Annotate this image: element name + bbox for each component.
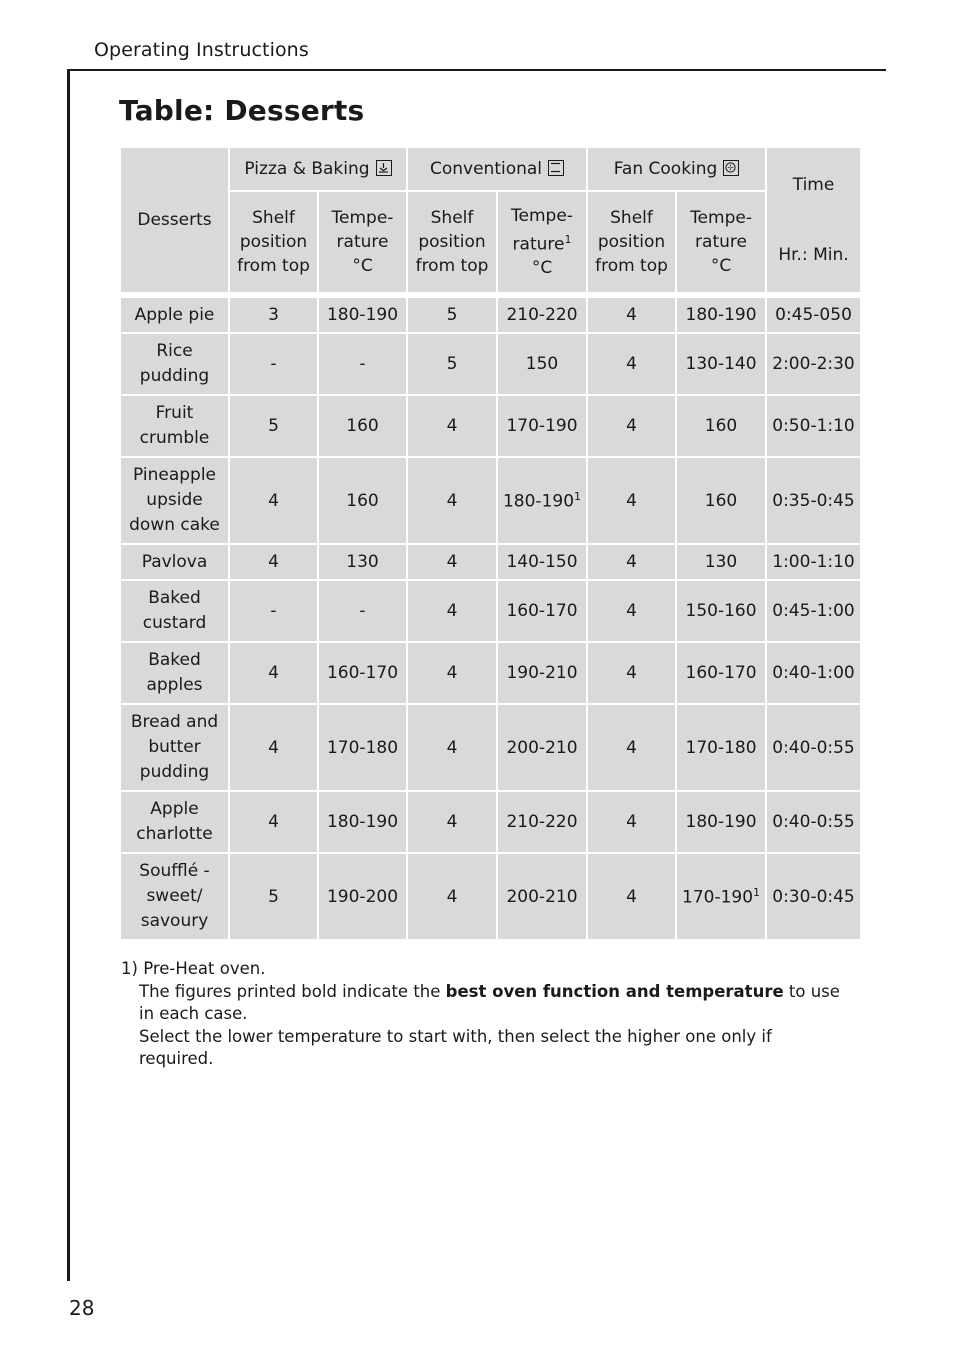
cell-fc-shelf: 4 <box>588 643 675 703</box>
dessert-name: Baked custard <box>121 581 228 641</box>
dessert-name: Soufflé - sweet/ savoury <box>121 854 228 939</box>
cell-cv-shelf: 4 <box>408 705 496 790</box>
header-spacer <box>121 294 860 296</box>
cell-time: 0:45-1:00 <box>767 581 860 641</box>
cell-fc-shelf: 4 <box>588 705 675 790</box>
pizza-baking-shelf-header: Shelf position from top <box>230 192 317 292</box>
cell-pb-shelf: 3 <box>230 298 317 332</box>
cell-fc-temp: 160 <box>677 396 765 456</box>
table-row <box>121 705 860 790</box>
cell-pb-temp: 180-190 <box>319 792 406 852</box>
cell-cv-temp: 190-210 <box>498 643 586 703</box>
dessert-name: Pineapple upside down cake <box>121 458 228 543</box>
cell-fc-shelf: 4 <box>588 792 675 852</box>
cell-cv-temp: $180-190^1$ <box>498 458 586 543</box>
cell-fc-shelf: 4 <box>588 854 675 939</box>
conventional-icon <box>548 160 564 176</box>
cell-time: 0:50-1:10 <box>767 396 860 456</box>
cell-fc-shelf: 4 <box>588 298 675 332</box>
table-row <box>121 792 860 852</box>
cell-pb-shelf: 4 <box>230 545 317 579</box>
pizza-baking-header: Pizza & Baking <box>230 148 406 190</box>
header-row-functions <box>121 148 860 190</box>
cell-pb-temp: - <box>319 334 406 394</box>
cell-time: 0:40-0:55 <box>767 792 860 852</box>
cell-time: 2:00-2:30 <box>767 334 860 394</box>
cell-cv-temp: 170-190 <box>498 396 586 456</box>
cell-pb-temp: 160 <box>319 396 406 456</box>
table-row <box>121 298 860 332</box>
cell-fc-temp: 170-180 <box>677 705 765 790</box>
cell-pb-shelf: 4 <box>230 705 317 790</box>
cell-pb-temp: 160 <box>319 458 406 543</box>
cell-cv-shelf: 4 <box>408 458 496 543</box>
table-row <box>121 334 860 394</box>
cell-time: 1:00-1:10 <box>767 545 860 579</box>
cell-time: 0:45-050 <box>767 298 860 332</box>
cell-pb-temp: 160-170 <box>319 643 406 703</box>
fan-cooking-header: Fan Cooking <box>588 148 765 190</box>
conventional-temp-header: Tempe- rature$^1$ °C <box>498 192 586 292</box>
cell-fc-shelf: 4 <box>588 458 675 543</box>
footnote-preheat: 1) Pre-Heat oven. <box>121 959 266 978</box>
cell-pb-shelf: 5 <box>230 396 317 456</box>
dessert-name: Apple pie <box>121 298 228 332</box>
footnote-ref: 1 <box>574 489 582 503</box>
page-title: Table: Desserts <box>119 94 365 127</box>
fan-cooking-shelf-header: Shelf position from top <box>588 192 675 292</box>
cell-pb-temp: 180-190 <box>319 298 406 332</box>
footnote-ref: 1 <box>564 232 572 246</box>
table-row <box>121 643 860 703</box>
cell-pb-shelf: - <box>230 334 317 394</box>
cell-fc-temp: 160-170 <box>677 643 765 703</box>
conventional-header: Conventional <box>408 148 586 190</box>
desserts-table-body <box>121 298 860 939</box>
pizza-baking-temp-header: Tempe- rature °C <box>319 192 406 292</box>
fan-cooking-temp-header: Tempe- rature °C <box>677 192 765 292</box>
cell-time: 0:35-0:45 <box>767 458 860 543</box>
cell-fc-temp: 180-190 <box>677 298 765 332</box>
cell-pb-temp: - <box>319 581 406 641</box>
cell-time: 0:30-0:45 <box>767 854 860 939</box>
cell-time: 0:40-1:00 <box>767 643 860 703</box>
desserts-table <box>119 146 862 941</box>
desserts-column-header: Desserts <box>121 148 228 292</box>
cell-cv-shelf: 5 <box>408 298 496 332</box>
table-row <box>121 396 860 456</box>
cell-cv-temp: 160-170 <box>498 581 586 641</box>
cell-cv-shelf: 4 <box>408 854 496 939</box>
cell-cv-shelf: 4 <box>408 396 496 456</box>
dessert-name: Fruit crumble <box>121 396 228 456</box>
cell-cv-shelf: 4 <box>408 643 496 703</box>
cell-fc-shelf: 4 <box>588 581 675 641</box>
dessert-name: Apple charlotte <box>121 792 228 852</box>
cell-cv-temp: 210-220 <box>498 792 586 852</box>
cell-cv-temp: 200-210 <box>498 854 586 939</box>
cell-cv-temp: 210-220 <box>498 298 586 332</box>
pizza-baking-icon <box>376 160 392 176</box>
dessert-name: Baked apples <box>121 643 228 703</box>
dessert-name: Rice pudding <box>121 334 228 394</box>
cell-pb-shelf: 5 <box>230 854 317 939</box>
footnote-bold-note: The figures printed bold indicate the best oven function and temperature to use in each case. <box>139 981 840 1023</box>
footnote-lower-temp: Select the lower temperature to start with, then select the higher one only if required. <box>139 1026 772 1068</box>
cell-cv-temp: 150 <box>498 334 586 394</box>
cell-fc-shelf: 4 <box>588 396 675 456</box>
cell-cv-shelf: 4 <box>408 545 496 579</box>
cell-fc-temp: $170-190^1$ <box>677 854 765 939</box>
footnote-ref: 1 <box>753 885 761 899</box>
cell-fc-temp: 160 <box>677 458 765 543</box>
cell-cv-temp: 140-150 <box>498 545 586 579</box>
running-head: Operating Instructions <box>94 39 309 61</box>
cell-cv-shelf: 5 <box>408 334 496 394</box>
cell-cv-shelf: 4 <box>408 581 496 641</box>
cell-cv-temp: 200-210 <box>498 705 586 790</box>
page-number: 28 <box>69 1296 95 1320</box>
cell-fc-shelf: 4 <box>588 334 675 394</box>
cell-fc-shelf: 4 <box>588 545 675 579</box>
table-row <box>121 545 860 579</box>
table-row <box>121 854 860 939</box>
cell-cv-shelf: 4 <box>408 792 496 852</box>
cell-fc-temp: 130-140 <box>677 334 765 394</box>
cell-pb-shelf: 4 <box>230 643 317 703</box>
cell-fc-temp: 180-190 <box>677 792 765 852</box>
footnotes <box>121 958 841 1071</box>
cell-pb-shelf: 4 <box>230 792 317 852</box>
cell-pb-temp: 170-180 <box>319 705 406 790</box>
dessert-name: Pavlova <box>121 545 228 579</box>
conventional-shelf-header: Shelf position from top <box>408 192 496 292</box>
cell-pb-shelf: 4 <box>230 458 317 543</box>
time-column-header: Time Hr.: Min. <box>767 148 860 292</box>
table-row <box>121 458 860 543</box>
header-rule <box>68 69 886 71</box>
cell-time: 0:40-0:55 <box>767 705 860 790</box>
cell-fc-temp: 150-160 <box>677 581 765 641</box>
cell-fc-temp: 130 <box>677 545 765 579</box>
header-row-subcolumns <box>121 192 860 292</box>
cell-pb-temp: 130 <box>319 545 406 579</box>
time-unit-label: Hr.: Min. <box>778 245 849 265</box>
dessert-name: Bread and butter pudding <box>121 705 228 790</box>
margin-rule <box>67 69 70 1281</box>
table-row <box>121 581 860 641</box>
cell-pb-shelf: - <box>230 581 317 641</box>
fan-icon <box>723 160 739 176</box>
cell-pb-temp: 190-200 <box>319 854 406 939</box>
